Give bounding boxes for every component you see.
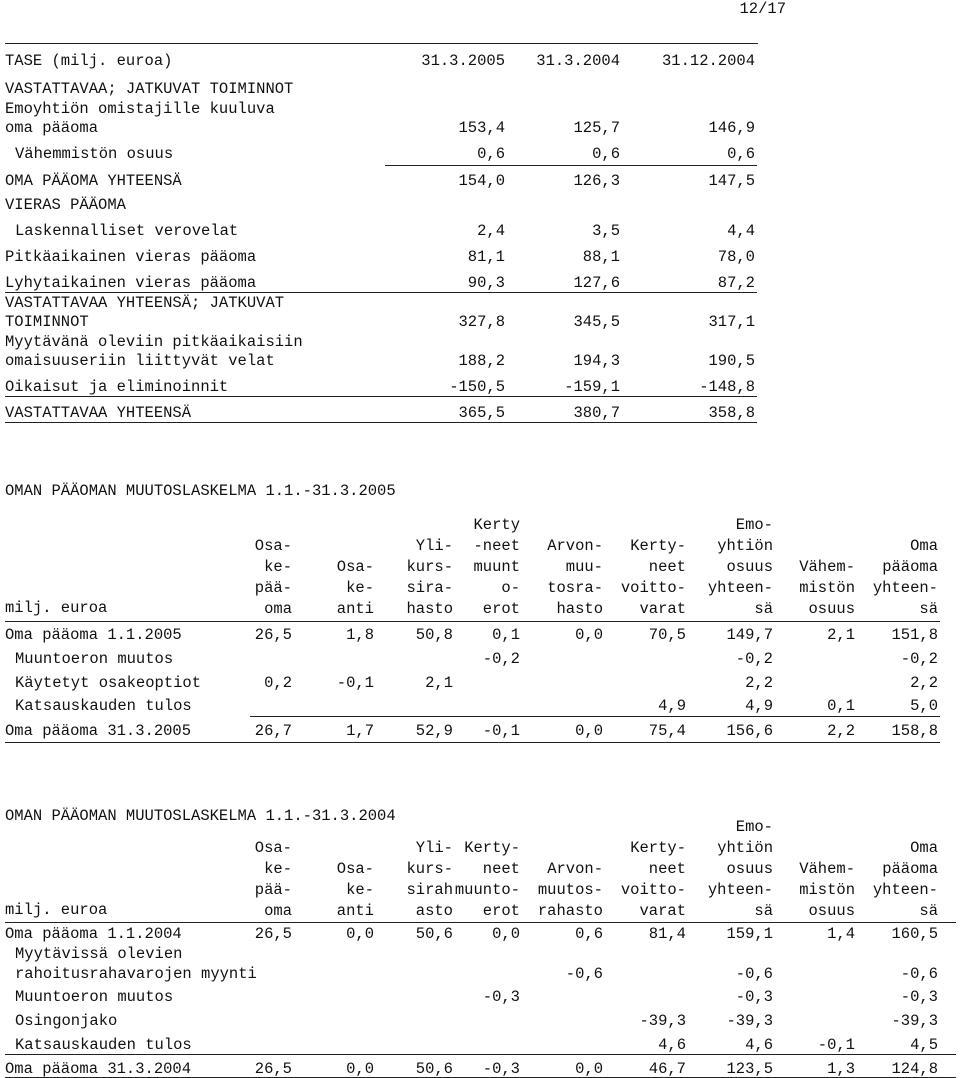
balance-row-label: TOIMINNOT	[5, 313, 89, 331]
balance-row-value: 127,6	[573, 274, 620, 292]
balance-row-value: 146,9	[708, 119, 755, 137]
equity-row-value: 4,6	[745, 1036, 773, 1054]
balance-col-header: 31.3.2005	[421, 52, 505, 70]
balance-row-value: 0,6	[477, 145, 505, 163]
rule-after-total	[5, 422, 757, 423]
equity-column-header: Osa- ke- anti	[336, 558, 374, 618]
balance-row-value: 380,7	[573, 404, 620, 422]
balance-row-label: VIERAS PÄÄOMA	[5, 196, 126, 214]
equity-row-value: 0,0	[575, 626, 603, 644]
balance-row-value: 125,7	[573, 119, 620, 137]
equity-row-label: Osingonjako	[15, 1012, 118, 1030]
balance-row-value: 0,6	[592, 145, 620, 163]
equity-column-header: Emo- yhtiön osuus yhteen- sä	[707, 818, 773, 920]
equity-column-header: Osa- ke- anti	[336, 860, 374, 920]
balance-row-label: Oikaisut ja eliminoinnit	[5, 378, 229, 396]
equity-row-label: Muuntoeron muutos	[15, 650, 174, 668]
equity-row-value: 0,1	[827, 697, 855, 715]
equity-row-value: -39,3	[891, 1012, 938, 1030]
equity-row-value: -0,2	[900, 650, 938, 668]
balance-row-value: 365,5	[458, 404, 505, 422]
equity-row-label: Katsauskauden tulos	[15, 1036, 192, 1054]
equity-row-value: 0,2	[264, 674, 292, 692]
equity-row-value: -0,2	[482, 650, 520, 668]
equity-row-value: 26,7	[254, 722, 292, 740]
equity-row-value: 50,6	[415, 925, 453, 943]
equity-row-value: 0,0	[575, 1060, 603, 1078]
balance-title: TASE (milj. euroa)	[5, 52, 173, 70]
equity-row-value: -39,3	[726, 1012, 773, 1030]
equity-unit-label: milj. euroa	[5, 901, 108, 919]
equity-unit-label: milj. euroa	[5, 599, 108, 617]
subtotal-rule	[385, 165, 757, 166]
balance-row-label: Myytävänä oleviin pitkäaikaisiin	[5, 333, 303, 351]
balance-row-label: VASTATTAVAA YHTEENSÄ; JATKUVAT	[5, 294, 285, 312]
balance-row-value: -150,5	[449, 378, 505, 396]
equity-column-header: Arvon- muu- tosra- hasto	[547, 537, 603, 618]
equity-column-header: Osa- ke- pää- oma	[254, 537, 292, 618]
balance-row-value: 88,1	[582, 248, 620, 266]
equity-row-value: -0,6	[900, 965, 938, 983]
equity-row-value: 149,7	[726, 626, 773, 644]
equity-row-value: -0,6	[565, 965, 603, 983]
equity-row-value: 70,5	[648, 626, 686, 644]
equity-column-header: Yli- kurs- sira- hasto	[406, 537, 453, 618]
equity-row-value: 124,8	[891, 1060, 938, 1078]
equity-row-label: Myytävissä olevien	[15, 945, 183, 963]
equity-row-value: -0,3	[735, 988, 773, 1006]
equity-column-header: Arvon- muutos- rahasto	[537, 860, 603, 920]
balance-section-title: VASTATTAVAA; JATKUVAT TOIMINNOT	[5, 80, 294, 98]
balance-col-header: 31.3.2004	[536, 52, 620, 70]
equity-column-header: Kerty- neet muunto- erot	[454, 839, 520, 920]
equity-row-value: -0,2	[735, 650, 773, 668]
equity-row-value: 50,8	[415, 626, 453, 644]
equity-row-value: -0,1	[817, 1036, 855, 1054]
page-number: 12/17	[739, 0, 786, 18]
equity-row-label: Oma pääoma 1.1.2004	[5, 925, 182, 943]
balance-row-value: -159,1	[564, 378, 620, 396]
equity-row-value: -0,3	[900, 988, 938, 1006]
equity-rule	[5, 742, 940, 743]
balance-row-label: Laskennalliset verovelat	[15, 222, 239, 240]
equity-row-value: 46,7	[648, 1060, 686, 1078]
balance-row-value: 358,8	[708, 404, 755, 422]
balance-col-header: 31.12.2004	[661, 52, 755, 70]
equity-column-header: Oma pääoma yhteen- sä	[872, 537, 938, 618]
balance-row-value: 0,6	[727, 145, 755, 163]
equity-row-value: 151,8	[891, 626, 938, 644]
equity-row-value: -0,1	[336, 674, 374, 692]
equity-row-value: -39,3	[639, 1012, 686, 1030]
equity-row-value: -0,6	[735, 965, 773, 983]
equity-row-value: 1,7	[346, 722, 374, 740]
equity-column-header: Oma pääoma yhteen- sä	[872, 839, 938, 920]
balance-row-value: 81,1	[467, 248, 505, 266]
equity-row-value: 2,2	[827, 722, 855, 740]
equity-row-label: Muuntoeron muutos	[15, 988, 174, 1006]
balance-row-value: 154,0	[458, 172, 505, 190]
equity-row-value: 5,0	[910, 697, 938, 715]
balance-row-label: OMA PÄÄOMA YHTEENSÄ	[5, 172, 182, 190]
equity-rule	[5, 922, 956, 923]
equity-row-value: 4,5	[910, 1036, 938, 1054]
equity-row-value: 160,5	[891, 925, 938, 943]
equity-row-value: -0,1	[482, 722, 520, 740]
balance-row-value: 90,3	[467, 274, 505, 292]
equity-row-value: 4,9	[658, 697, 686, 715]
equity-row-value: 0,0	[346, 925, 374, 943]
balance-row-label: oma pääoma	[5, 119, 99, 137]
equity-row-value: 2,2	[745, 674, 773, 692]
equity-row-value: 75,4	[648, 722, 686, 740]
equity-rule	[5, 621, 940, 622]
equity-row-value: 0,1	[492, 626, 520, 644]
equity-row-label: Käytetyt osakeoptiot	[15, 674, 202, 692]
equity-row-value: 2,1	[827, 626, 855, 644]
equity-row-value: -0,3	[482, 1060, 520, 1078]
balance-row-label: omaisuuseriin liittyvät velat	[5, 352, 275, 370]
balance-row-value: 147,5	[708, 172, 755, 190]
equity-row-value: 0,0	[492, 925, 520, 943]
balance-row-value: 2,4	[477, 222, 505, 240]
equity-column-header: Yli- kurs- sirah asto	[406, 839, 453, 920]
equity-row-value: 1,3	[827, 1060, 855, 1078]
balance-row-value: -148,8	[699, 378, 755, 396]
equity-row-value: 81,4	[648, 925, 686, 943]
equity-row-label: rahoitusrahavarojen myynti	[15, 965, 257, 983]
balance-row-label: Lyhytaikainen vieras pääoma	[5, 274, 257, 292]
equity-row-value: 0,6	[575, 925, 603, 943]
equity-row-label: Oma pääoma 31.3.2005	[5, 722, 192, 740]
balance-group-title: Emoyhtiön omistajille kuuluva	[5, 100, 275, 118]
equity-row-label: Oma pääoma 31.3.2004	[5, 1060, 192, 1078]
equity-row-value: 123,5	[726, 1060, 773, 1078]
equity-column-header: Osa- ke- pää- oma	[254, 839, 292, 920]
equity-row-value: 1,8	[346, 626, 374, 644]
equity-row-value: 26,5	[254, 1060, 292, 1078]
balance-row-value: 190,5	[708, 352, 755, 370]
equity-row-value: 50,6	[415, 1060, 453, 1078]
balance-row-value: 78,0	[717, 248, 755, 266]
balance-row-value: 153,4	[458, 119, 505, 137]
equity-column-header: Kerty- neet voitto- varat	[620, 537, 686, 618]
rule-after-lyhyt	[5, 292, 757, 293]
balance-row-value: 345,5	[573, 313, 620, 331]
equity-row-value: 26,5	[254, 626, 292, 644]
equity-row-value: -0,3	[482, 988, 520, 1006]
balance-row-value: 4,4	[727, 222, 755, 240]
equity-row-value: 156,6	[726, 722, 773, 740]
equity-column-header: Kerty- neet voitto- varat	[620, 839, 686, 920]
equity-row-value: 0,0	[346, 1060, 374, 1078]
equity-row-value: 2,1	[425, 674, 453, 692]
equity-rule	[250, 716, 940, 717]
balance-row-label: VASTATTAVAA YHTEENSÄ	[5, 404, 192, 422]
balance-row-value: 3,5	[592, 222, 620, 240]
equity-row-label: Oma pääoma 1.1.2005	[5, 626, 182, 644]
equity-column-header: Vähem- mistön osuus	[799, 558, 855, 618]
balance-row-value: 87,2	[717, 274, 755, 292]
balance-row-value: 188,2	[458, 352, 505, 370]
balance-row-label: Vähemmistön osuus	[15, 145, 174, 163]
equity-column-header: Vähem- mistön osuus	[799, 860, 855, 920]
equity-rule	[5, 1054, 956, 1055]
equity-row-label: Katsauskauden tulos	[15, 697, 192, 715]
equity-row-value: 1,4	[827, 925, 855, 943]
balance-row-value: 194,3	[573, 352, 620, 370]
equity-title: OMAN PÄÄOMAN MUUTOSLASKELMA 1.1.-31.3.2005	[5, 482, 396, 500]
top-rule	[5, 43, 758, 44]
equity-column-header: Kerty -neet muunt o- erot	[473, 516, 520, 618]
equity-title: OMAN PÄÄOMAN MUUTOSLASKELMA 1.1.-31.3.2004	[5, 807, 396, 825]
equity-row-value: 2,2	[910, 674, 938, 692]
equity-row-value: 159,1	[726, 925, 773, 943]
equity-row-value: 158,8	[891, 722, 938, 740]
balance-row-value: 317,1	[708, 313, 755, 331]
balance-row-value: 126,3	[573, 172, 620, 190]
rule-after-oikaisut	[5, 396, 757, 397]
balance-row-value: 327,8	[458, 313, 505, 331]
balance-row-label: Pitkäaikainen vieras pääoma	[5, 248, 257, 266]
equity-row-value: 4,6	[658, 1036, 686, 1054]
equity-row-value: 26,5	[254, 925, 292, 943]
equity-row-value: 52,9	[415, 722, 453, 740]
equity-column-header: Emo- yhtiön osuus yhteen- sä	[707, 516, 773, 618]
equity-row-value: 0,0	[575, 722, 603, 740]
equity-row-value: 4,9	[745, 697, 773, 715]
